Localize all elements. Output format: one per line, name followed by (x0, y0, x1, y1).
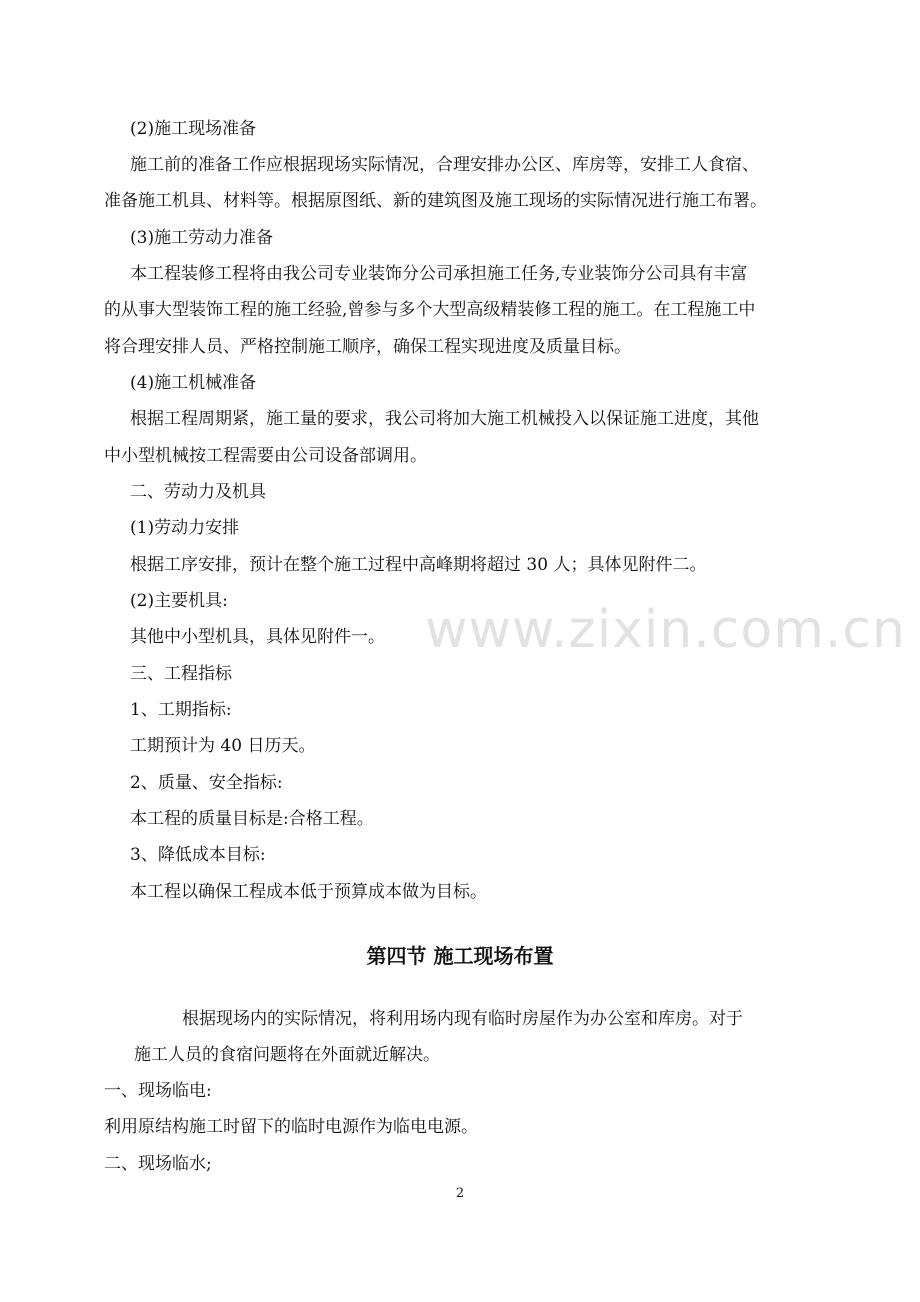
text-line: (2)施工现场准备 (130, 119, 257, 139)
text-line: (1)劳动力安排 (130, 518, 240, 538)
text-line: 根据工程周期紧，施工量的要求，我公司将加大施工机械投入以保证施工进度，其他 (130, 409, 759, 429)
text-line: (4)施工机械准备 (130, 373, 257, 393)
text-line: 1、工期指标: (130, 700, 232, 720)
text-line: 二、劳动力及机具 (130, 482, 266, 502)
text-line: (3)施工劳动力准备 (130, 228, 274, 248)
text-line: 本工程装修工程将由我公司专业装饰分公司承担施工任务,专业装饰分公司具有丰富 (130, 264, 748, 284)
text-line: 本工程的质量目标是:合格工程。 (130, 809, 374, 829)
text-line: 的从事大型装饰工程的施工经验,曾参与多个大型高级精装修工程的施工。在工程施工中 (104, 300, 756, 320)
text-line: 3、降低成本目标: (130, 845, 266, 865)
text-line: 二、现场临水; (104, 1154, 212, 1174)
watermark: www.zixin.com.cn (425, 600, 906, 660)
text-line: 中小型机械按工程需要由公司设备部调用。 (104, 446, 427, 466)
text-line: 根据工序安排，预计在整个施工过程中高峰期将超过 30 人；具体见附件二。 (130, 555, 707, 575)
text-line: 利用原结构施工时留下的临时电源作为临电电源。 (104, 1117, 478, 1137)
text-line: 一、现场临电: (104, 1081, 212, 1101)
text-line: 工期预计为 40 日历天。 (130, 736, 316, 756)
text-line: 准备施工机具、材料等。根据原图纸、新的建筑图及施工现场的实际情况进行施工布署。 (104, 191, 767, 211)
text-line: 其他中小型机具，具体见附件一。 (130, 627, 385, 647)
section-heading: 第四节 施工现场布置 (366, 944, 554, 968)
text-line: (2)主要机具: (130, 591, 228, 611)
text-line: 本工程以确保工程成本低于预算成本做为目标。 (130, 882, 487, 902)
text-line: 2、质量、安全指标: (130, 773, 283, 793)
text-line: 施工前的准备工作应根据现场实际情况，合理安排办公区、库房等，安排工人食宿、 (130, 155, 759, 175)
text-line: 施工人员的食宿问题将在外面就近解决。 (134, 1045, 440, 1065)
page-number: 2 (455, 1186, 465, 1201)
text-line: 根据现场内的实际情况，将利用场内现有临时房屋作为办公室和库房。对于 (182, 1009, 743, 1029)
text-line: 将合理安排人员、严格控制施工顺序，确保工程实现进度及质量目标。 (104, 337, 631, 357)
text-line: 三、工程指标 (130, 664, 232, 684)
